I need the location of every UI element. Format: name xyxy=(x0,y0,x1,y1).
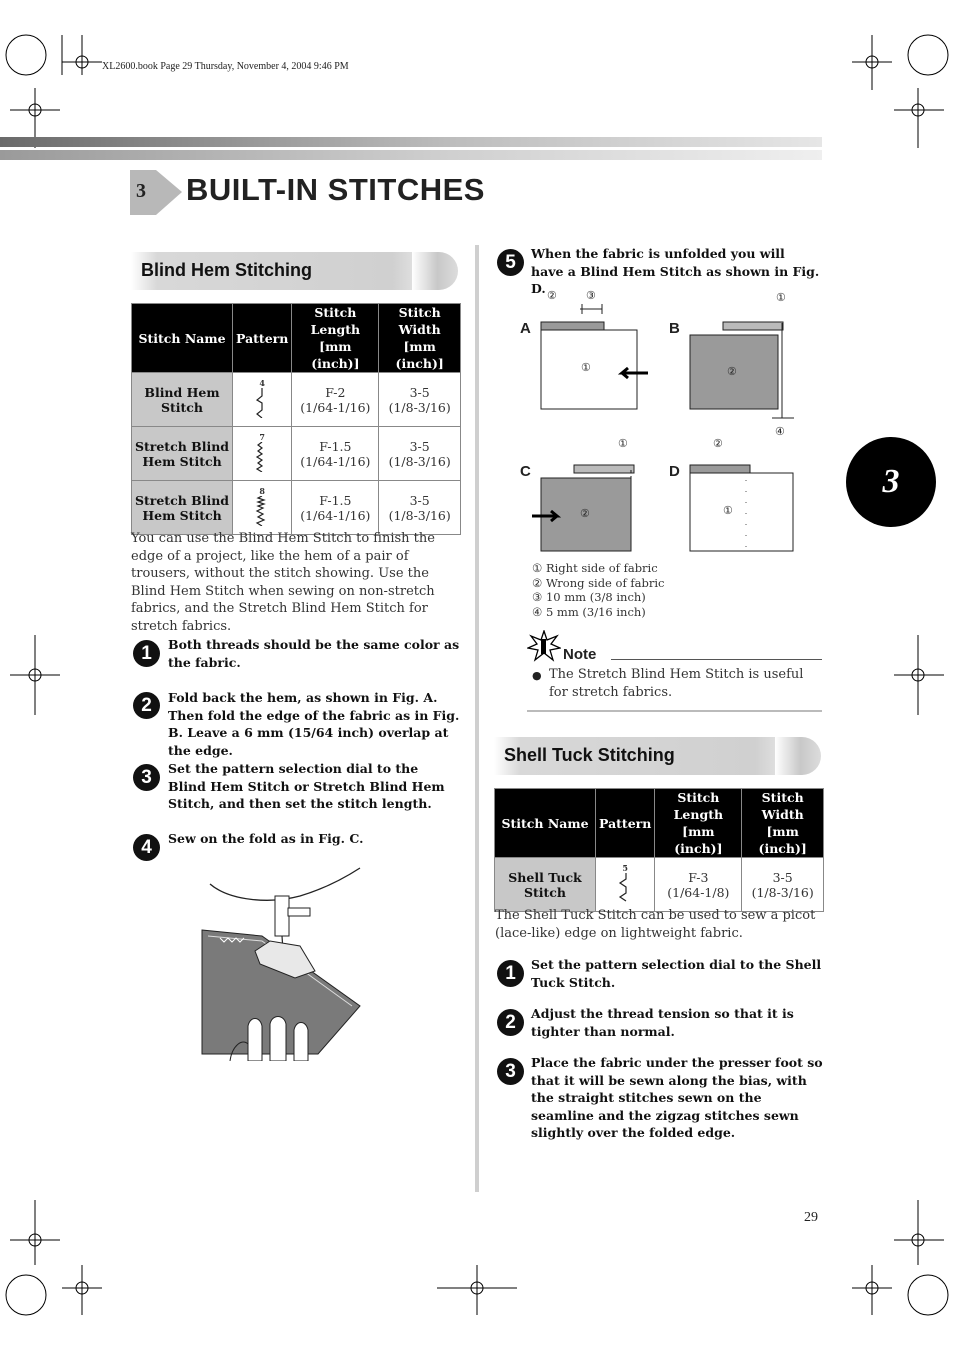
fig-label-c: C xyxy=(520,463,531,480)
blind-hem-heading-text: Blind Hem Stitching xyxy=(141,260,312,280)
fig-label-b: B xyxy=(669,320,680,337)
step-number: 2 xyxy=(133,692,160,719)
blind-hem-pattern-icon xyxy=(255,388,269,418)
col-width: Stitch Width [mm (inch)] xyxy=(742,789,824,858)
callout-2: ② xyxy=(727,365,737,378)
pattern-cell: 8 xyxy=(233,481,292,535)
callout-1: ① xyxy=(776,291,786,304)
header-gradient-bar xyxy=(0,137,822,160)
step-number: 1 xyxy=(133,640,160,667)
stretch-blind-hem-pattern-icon xyxy=(255,442,269,472)
shell-tuck-step-2: Adjust the thread tension so that it is tighter than normal. xyxy=(531,1006,794,1039)
col-length: Stitch Length [mm (inch)] xyxy=(292,304,379,373)
file-header-line: XL2600.book Page 29 Thursday, November 4, 2004 9:46 PM xyxy=(102,61,349,72)
table-row: Shell Tuck Stitch 5 F-3 (1/64-1/8) 3-5 (1/8-3/16) xyxy=(495,858,824,912)
note-text: The Stretch Blind Hem Stitch is useful for stretch fabrics. xyxy=(549,667,804,700)
chapter-title: BUILT-IN STITCHES xyxy=(186,172,485,207)
callout-3: ③ xyxy=(586,289,596,302)
step-number: 2 xyxy=(497,1009,524,1036)
step-number: 3 xyxy=(497,1058,524,1085)
shell-tuck-table xyxy=(494,788,824,912)
step-number: 3 xyxy=(133,764,160,791)
callout-2: ② xyxy=(580,507,590,520)
col-length: Stitch Length [mm (inch)] xyxy=(655,789,742,858)
note-rule xyxy=(611,659,822,660)
page-number: 29 xyxy=(804,1210,818,1225)
col-pattern: Pattern xyxy=(596,789,655,858)
stretch-blind-hem-pattern-icon xyxy=(255,496,269,526)
note-title: Note xyxy=(563,646,597,663)
pattern-cell: 7 xyxy=(233,427,292,481)
fig-label-a: A xyxy=(520,320,531,337)
shell-tuck-heading xyxy=(494,737,821,775)
callout-2: ② xyxy=(547,289,557,302)
column-divider xyxy=(475,245,479,1192)
blind-hem-step-4: Sew on the fold as in Fig. C. xyxy=(168,831,364,846)
callout-1: ① xyxy=(723,504,733,517)
figure-legend: ① Right side of fabric ② Wrong side of fabric ③ 10 mm (3/8 inch) ④ 5 mm (3/16 inch) xyxy=(532,561,665,619)
blind-hem-table xyxy=(131,303,461,535)
shell-tuck-intro: The Shell Tuck Stitch can be used to sew a picot (lace-like) edge on lightweight fabric. xyxy=(495,908,816,941)
table-row: Blind Hem Stitch 4 F-2 (1/64-1/16) 3-5 (1/8-3/16) xyxy=(132,373,461,427)
hem-folding-figures xyxy=(510,285,810,560)
callout-1: ① xyxy=(618,437,628,450)
blind-hem-heading xyxy=(131,252,458,290)
shell-tuck-step-1: Set the pattern selection dial to the Shell Tuck Stitch. xyxy=(531,957,822,990)
col-stitch-name: Stitch Name xyxy=(132,304,233,373)
chapter-number: 3 xyxy=(136,180,146,202)
blind-hem-step-1: Both threads should be the same color as the fabric. xyxy=(168,637,460,670)
col-width: Stitch Width [mm (inch)] xyxy=(379,304,461,373)
table-row: Stretch Blind Hem Stitch 7 F-1.5 (1/64-1/16) 3-5 (1/8-3/16) xyxy=(132,427,461,481)
blind-hem-step-2: Fold back the hem, as shown in Fig. A. Then fold the edge of the fabric as in Fig. B. Leave a 6 mm (15/64 inch) overlap at the edge. xyxy=(168,690,460,758)
blind-hem-intro: You can use the Blind Hem Stitch to finish the edge of a project, like the hem of a pair of trousers, without the stitch showing. Use the Blind Hem Stitch when sewing on non-stretch fabrics, and the Stretch Blind Hem Stitch for stretch fabrics. xyxy=(131,531,435,634)
pattern-cell: 5 xyxy=(596,858,655,912)
step-number: 5 xyxy=(497,249,524,276)
pattern-cell: 4 xyxy=(233,373,292,427)
bullet-icon: ● xyxy=(532,669,542,682)
blind-hem-step-5: When the fabric is unfolded you will have a Blind Hem Stitch as shown in Fig. D. xyxy=(531,246,820,296)
blind-hem-step-3: Set the pattern selection dial to the Blind Hem Stitch or Stretch Blind Hem Stitch, and then set the stitch length. xyxy=(168,761,445,811)
callout-2: ② xyxy=(713,437,723,450)
step-number: 1 xyxy=(497,960,524,987)
shell-tuck-heading-text: Shell Tuck Stitching xyxy=(504,745,675,765)
callout-1: ① xyxy=(581,361,591,374)
shell-tuck-step-3: Place the fabric under the presser foot so that it will be sewn along the bias, with the straight stitches sewn on the seamline and the zigzag stitches sewn slightly over the folded edge. xyxy=(531,1055,823,1140)
col-pattern: Pattern xyxy=(233,304,292,373)
callout-4: ④ xyxy=(775,425,785,438)
note-bottom-rule xyxy=(527,710,822,712)
chapter-tab[interactable]: 3 xyxy=(846,437,936,527)
step-number: 4 xyxy=(133,834,160,861)
fig-label-d: D xyxy=(669,463,680,480)
table-row: Stretch Blind Hem Stitch 8 F-1.5 (1/64-1/16) 3-5 (1/8-3/16) xyxy=(132,481,461,535)
shell-tuck-pattern-icon xyxy=(618,873,632,903)
note-icon xyxy=(527,630,561,662)
sewing-machine-illustration xyxy=(200,866,370,1061)
col-stitch-name: Stitch Name xyxy=(495,789,596,858)
